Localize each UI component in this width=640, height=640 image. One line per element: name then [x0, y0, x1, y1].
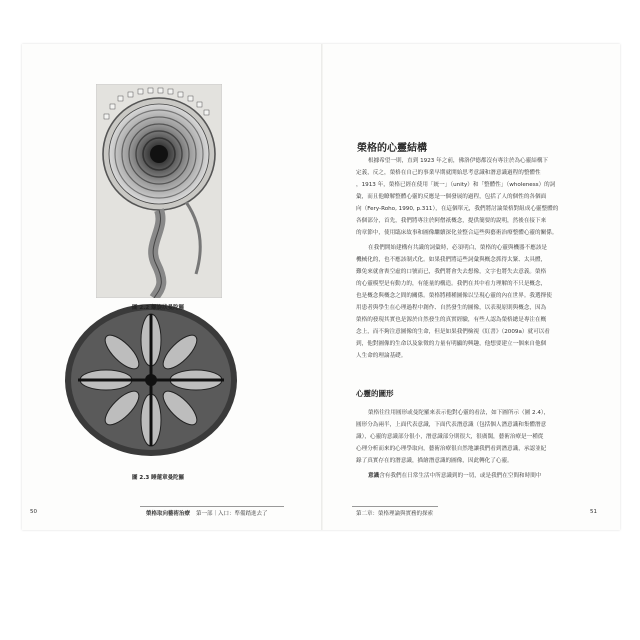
lotus-mandala-figure	[62, 300, 240, 460]
text-line: 在我們開始建構有共識的詞彙時，必須明白，榮格的心靈與機器不應該是	[368, 245, 548, 251]
text-line: 圓形分為兩半，上面代表意識，下面代表潛意識（包括個人潛意識和集體潛意	[356, 422, 547, 428]
text-line: 定義，反之，榮格在自己的事業早期就開始思考意識和潛意識過程的整體性	[356, 170, 541, 176]
text-line: 心理分析而來的心理學取向，藝術治療很自然地讓我們看到潛意識，承認並紀	[356, 446, 547, 452]
text-line: 榮格的發現其實也是源於自然發生的真實經驗，有些人認為榮格總是專注在概	[356, 317, 547, 323]
section-heading: 榮格的心靈結構	[357, 143, 427, 154]
text-line: 的心靈模型是有動力的，有能量的構造。我們在其中看力理解的不只是概念，	[356, 281, 547, 287]
figure-caption-2-3: 圖 2.3 睡蓮章曼陀羅	[132, 475, 185, 481]
subsection-heading: 心靈的圖形	[356, 389, 394, 398]
figure-caption-2-2: 圖 2.2 螺旋狀曼陀羅	[132, 305, 185, 311]
part-title: 第一部｜入口：準備踏進去了	[196, 511, 268, 517]
right-page-number: 51	[590, 509, 597, 515]
book-title: 榮格取向藝術治療	[146, 511, 191, 517]
text-line: 也是概念與概念之間的關係。榮格將種種圖像以呈現心靈的內在世界。我選擇使	[356, 293, 552, 299]
text-line: 用患者與學生在心理過程中創作、自然發生的圖像，以表現原則與概念，因為	[356, 305, 547, 311]
left-page-number: 50	[30, 509, 37, 515]
text-line: 的章節中，使用臨床故事和圖像繼續深化並整合這些與藝術治療整體心靈的關係。	[356, 230, 558, 236]
text-line: 到，他對圖像的生命以及象徵的力量有明顯的興趣，他想要建立一個來自他個	[356, 341, 547, 347]
text-line: ，1913 年，榮格已經在使用「統一」（unity）和「整體性」（wholeness）的詞	[356, 182, 556, 188]
text-line: 向（Fery-Roho, 1990, p.311），在這個單元，我們將討論榮格對組成心靈整體的	[356, 206, 559, 212]
text-line: 錄了真實存在的潛意識，描繪潛意識的圖像，因此轉化了心靈。	[356, 458, 513, 464]
book-gutter	[321, 44, 323, 530]
text-line: 識），心靈的意識部分很小，潛意識部分則很大，很廣闊，藝術治療是一種從	[356, 434, 544, 440]
right-running-header: 第二章：榮格理論與實務的探索	[356, 511, 434, 517]
paragraph-4	[368, 473, 541, 480]
spiral-mandala-figure	[96, 84, 222, 298]
text-line: 機械化的，也不應該制式化。如果我們將這些詞彙與概念抓得太緊、太具體，	[356, 257, 547, 263]
text-line: 人生命的理論基礎。	[356, 353, 407, 359]
text-line: 根據希望一則，直到 1923 年之前，佛洛伊德都沒有專注於為心靈結構下	[368, 158, 549, 164]
text-line: 彙，而且他瞭解整體心靈的反應是一個發展的過程，包括了人的個性的各個面	[356, 194, 547, 200]
text-line: 各個部分，首先，我們將專注於阿僧祇概念，提供簡要的說明，然後在接下來	[356, 218, 547, 224]
text-line: 榮格往往用圓形或曼陀羅來表示他對心靈的看法，如下圖所示（圖 2.4），	[368, 410, 550, 416]
term-consciousness: 意識	[368, 473, 380, 479]
right-footer-rule	[352, 506, 438, 507]
left-footer-rule	[140, 506, 284, 507]
text-line: 念上，而不夠注意圖像的生命，但是如果我們檢視《紅書》（2009a）就可以看	[356, 329, 550, 335]
left-running-header	[146, 509, 268, 517]
text-line: 含有我們在日常生活中所意識到的一切，或是我們在空間和時間中	[379, 473, 542, 479]
text-line: 難免來就會喪空虛的口號而已，我們將會失去想像，文字也將失去意義。榮格	[356, 269, 547, 275]
